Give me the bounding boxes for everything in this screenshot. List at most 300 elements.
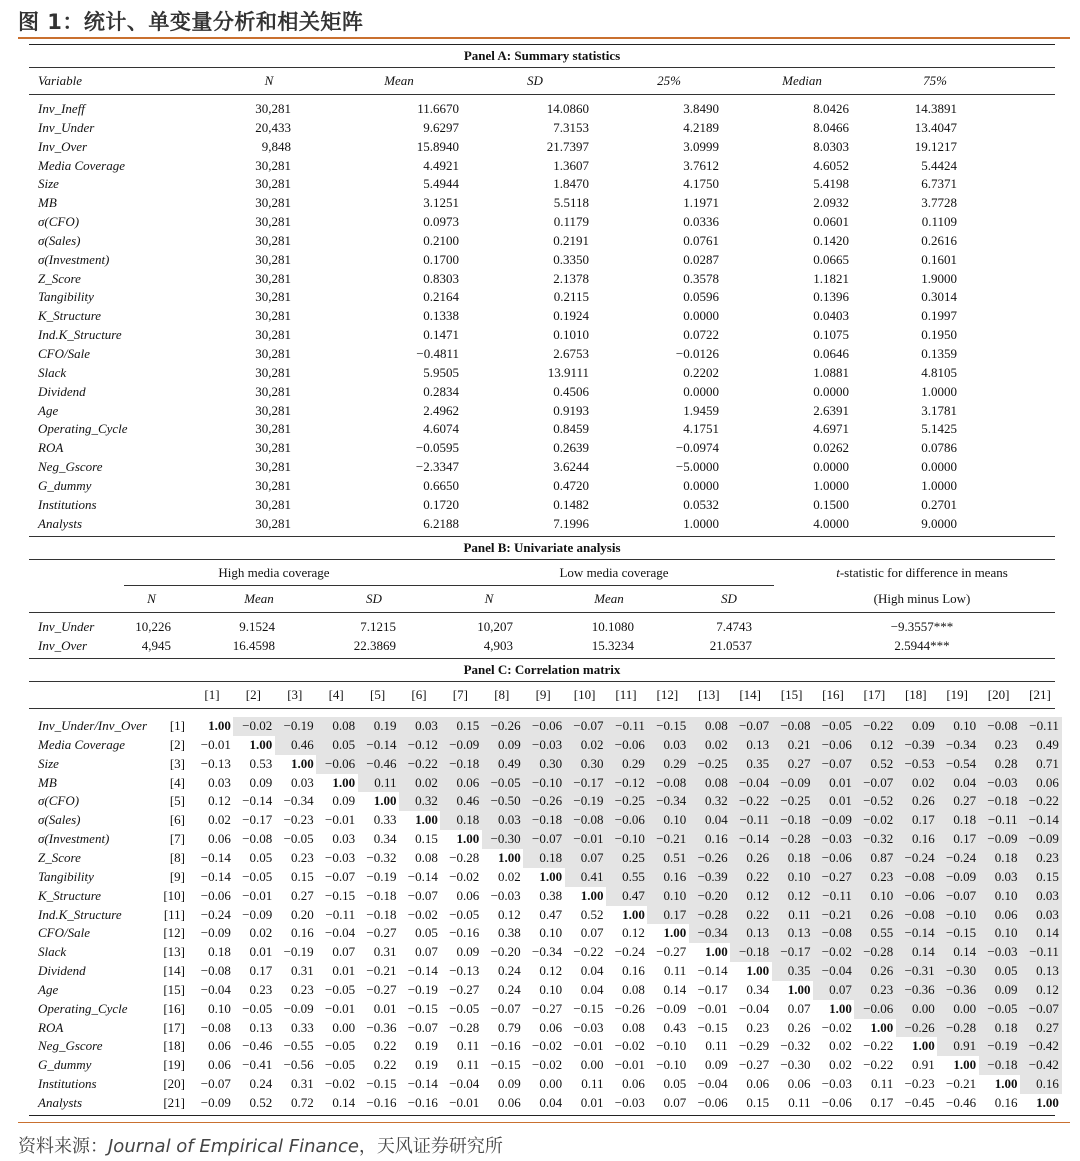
- panel-a-col-header: Variable: [38, 73, 83, 88]
- stat-value: 30,281: [255, 214, 291, 230]
- corr-cell: −0.07: [200, 1076, 231, 1092]
- corr-cell: −0.06: [896, 887, 938, 906]
- corr-cell: −0.04: [324, 925, 356, 941]
- corr-cell: −0.01: [565, 830, 607, 849]
- tables-frame: [29, 44, 1059, 1116]
- corr-cell: −0.28: [937, 1019, 979, 1038]
- table-row: [29, 496, 1055, 515]
- panel-c-title: Panel C: Correlation matrix: [463, 662, 621, 678]
- corr-cell: −0.05: [324, 981, 356, 997]
- corr-col-header: [10]: [573, 687, 596, 703]
- corr-cell: 0.01: [813, 792, 855, 811]
- corr-cell: 0.03: [1020, 887, 1062, 906]
- variable-name: Age: [38, 402, 59, 418]
- variable-name: Inv_Under: [38, 119, 95, 135]
- corr-cell: −0.07: [490, 1000, 521, 1016]
- stat-value: 0.3014: [921, 289, 957, 305]
- corr-cell: 0.26: [787, 1019, 811, 1035]
- corr-cell: 0.12: [208, 793, 231, 809]
- stat-value: 3.8490: [683, 101, 719, 116]
- stat-value: 14.0860: [546, 101, 589, 116]
- stat-value: 13.4047: [914, 119, 957, 135]
- corr-cell: −0.15: [490, 1057, 521, 1073]
- corr-cell: −0.14: [242, 793, 273, 809]
- stat-value: 0.1179: [553, 214, 589, 230]
- corr-col-header: [17]: [863, 687, 886, 703]
- corr-cell: −0.42: [1020, 1056, 1062, 1075]
- corr-cell: −0.25: [772, 792, 814, 811]
- corr-cell: 0.19: [358, 717, 400, 736]
- table-row: [29, 345, 1055, 364]
- stat-value: 4.2189: [683, 119, 719, 135]
- stat-value: 1.1971: [683, 195, 719, 211]
- corr-cell: 0.18: [523, 849, 565, 868]
- panel-b-col-header: SD: [366, 591, 382, 607]
- corr-cell: −0.08: [200, 1019, 231, 1035]
- stat-value: 3.7728: [921, 195, 957, 211]
- stat-value: 7.4743: [716, 619, 752, 635]
- corr-cell: 0.06: [456, 887, 480, 903]
- corr-cell: 0.16: [896, 830, 938, 849]
- corr-cell: −0.20: [490, 944, 521, 960]
- stat-value: 0.2164: [423, 289, 459, 305]
- corr-cell: 0.16: [290, 925, 314, 941]
- corr-cell: −0.13: [200, 755, 231, 771]
- stat-value: 1.0000: [683, 515, 719, 531]
- corr-cell: 0.14: [663, 981, 687, 997]
- corr-cell: 0.08: [689, 774, 731, 793]
- corr-cell: −0.06: [606, 811, 648, 830]
- table-row: [29, 138, 1055, 157]
- corr-cell: 0.10: [979, 887, 1021, 906]
- corr-cell: −0.15: [573, 1000, 604, 1016]
- table-row: [29, 420, 1055, 439]
- corr-cell: −0.06: [813, 736, 855, 755]
- stat-value: 4.6052: [813, 157, 849, 173]
- table-row: [29, 119, 1055, 138]
- corr-cell: 0.18: [979, 1019, 1021, 1038]
- corr-cell: −0.03: [490, 887, 521, 903]
- corr-cell: −0.06: [523, 717, 565, 736]
- corr-cell: 0.16: [994, 1094, 1018, 1110]
- corr-cell: 0.01: [332, 963, 356, 979]
- stat-value: 4.6074: [423, 421, 459, 437]
- corr-col-header: [2]: [245, 687, 261, 703]
- corr-cell: −0.26: [614, 1000, 645, 1016]
- table-row: [29, 736, 1059, 755]
- corr-cell: −0.01: [242, 887, 273, 903]
- footer-rule: [18, 1122, 1070, 1123]
- stat-value: 0.1950: [921, 327, 957, 343]
- corr-cell: 0.06: [746, 1076, 770, 1092]
- corr-diagonal: 1.00: [622, 906, 645, 922]
- panel-a-col-header: SD: [527, 73, 543, 88]
- corr-cell: 0.12: [622, 925, 645, 941]
- table-row: [29, 213, 1055, 232]
- corr-cell: 0.24: [497, 981, 521, 997]
- corr-cell: 0.53: [249, 755, 273, 771]
- stat-value: 30,281: [255, 383, 291, 399]
- corr-cell: 0.03: [208, 774, 231, 790]
- corr-cell: −0.34: [283, 793, 314, 809]
- corr-cell: 0.10: [979, 924, 1021, 943]
- variable-name: Age: [38, 981, 59, 997]
- variable-name: Analysts: [38, 1094, 83, 1110]
- corr-diagonal: 1.00: [1036, 1094, 1059, 1110]
- corr-cell: 0.26: [730, 849, 772, 868]
- stat-value: 0.1601: [921, 251, 957, 267]
- variable-name: Slack: [38, 364, 67, 380]
- table-row: [29, 906, 1059, 925]
- stat-value: 1.1821: [813, 270, 849, 286]
- corr-cell: 0.27: [1020, 1019, 1062, 1038]
- corr-cell: 0.09: [249, 774, 273, 790]
- corr-cell: 0.08: [689, 717, 731, 736]
- corr-cell: 0.47: [606, 887, 648, 906]
- t-stat-sub: (High minus Low): [873, 591, 971, 607]
- corr-cell: 0.01: [373, 1000, 397, 1016]
- panel-a-col-header: 75%: [923, 73, 947, 88]
- corr-cell: −0.54: [937, 755, 979, 774]
- stat-value: 0.4720: [553, 477, 589, 493]
- corr-cell: −0.27: [813, 868, 855, 887]
- panel-b-col-header: Mean: [244, 591, 274, 607]
- corr-cell: 0.47: [539, 906, 563, 922]
- stat-value: 0.2115: [553, 289, 589, 305]
- corr-cell: −0.02: [531, 1038, 563, 1054]
- row-index: [15]: [163, 981, 185, 997]
- corr-cell: −0.45: [904, 1094, 935, 1110]
- stat-value: 30,281: [255, 327, 291, 343]
- variable-name: Dividend: [38, 383, 86, 399]
- stat-value: 0.1010: [553, 327, 589, 343]
- corr-cell: −0.03: [979, 774, 1021, 793]
- corr-diagonal: 1.00: [829, 1000, 852, 1016]
- stat-value: 0.3350: [553, 251, 589, 267]
- stat-value: 9,848: [261, 138, 291, 154]
- stat-value: 30,281: [255, 364, 291, 380]
- corr-cell: −0.55: [283, 1038, 314, 1054]
- corr-cell: −0.07: [565, 717, 607, 736]
- t-stat-label: t-statistic for difference in means: [836, 565, 1008, 581]
- panel-b-col-header: N: [484, 591, 494, 607]
- corr-diagonal: 1.00: [332, 774, 356, 790]
- stat-value: 2.4962: [423, 402, 459, 418]
- panel-a-col-header: 25%: [657, 73, 681, 88]
- table-row: [29, 830, 1059, 849]
- corr-cell: −0.34: [531, 944, 563, 960]
- stat-value: 0.1338: [423, 308, 459, 324]
- table-row: [29, 774, 1059, 793]
- row-index: [9]: [169, 868, 185, 884]
- table-row: [29, 1075, 1059, 1094]
- corr-cell: −0.06: [200, 887, 231, 903]
- variable-name: CFO/Sale: [38, 925, 90, 941]
- corr-cell: −0.10: [656, 1038, 687, 1054]
- corr-cell: −0.08: [200, 963, 231, 979]
- corr-cell: −0.19: [407, 981, 438, 997]
- group-low-label: Low media coverage: [559, 565, 669, 581]
- table-row: [29, 755, 1059, 774]
- stat-value: 0.0000: [683, 477, 719, 493]
- corr-cell: −0.03: [821, 1076, 852, 1092]
- corr-cell: −0.04: [200, 981, 231, 997]
- corr-cell: −0.01: [324, 812, 356, 828]
- stat-value: 0.8303: [423, 270, 459, 286]
- panel-c-bottom-rule: [29, 1115, 1055, 1116]
- source-note: 资料来源：Journal of Empirical Finance，天风证券研究所: [18, 1136, 503, 1157]
- variable-name: Size: [38, 755, 59, 771]
- variable-name: Dividend: [38, 963, 86, 979]
- table-row: [29, 962, 1059, 981]
- table-row: [29, 1094, 1059, 1113]
- corr-cell: 0.10: [647, 887, 689, 906]
- corr-cell: 0.25: [606, 849, 648, 868]
- corr-cell: −0.14: [358, 736, 400, 755]
- corr-col-header: [12]: [656, 687, 679, 703]
- corr-cell: −0.09: [772, 774, 814, 793]
- corr-cell: 0.31: [373, 944, 397, 960]
- corr-cell: −0.46: [358, 755, 400, 774]
- corr-cell: 0.09: [456, 944, 480, 960]
- corr-cell: 0.22: [730, 868, 772, 887]
- corr-cell: 0.17: [937, 830, 979, 849]
- corr-cell: −0.09: [440, 736, 482, 755]
- corr-cell: −0.21: [945, 1076, 977, 1092]
- corr-cell: −0.02: [233, 717, 275, 736]
- corr-cell: 0.01: [580, 1094, 604, 1110]
- corr-cell: 0.03: [979, 868, 1021, 887]
- corr-cell: 0.04: [539, 1094, 563, 1110]
- corr-cell: −0.09: [283, 1000, 314, 1016]
- stat-value: 5.5118: [553, 195, 589, 211]
- stat-value: 6.7371: [921, 176, 957, 192]
- corr-cell: 0.14: [1020, 924, 1062, 943]
- figure-title: 图 1：统计、单变量分析和相关矩阵: [18, 10, 364, 34]
- corr-cell: 0.27: [937, 792, 979, 811]
- table-row: [29, 458, 1055, 477]
- corr-cell: 0.55: [854, 924, 896, 943]
- corr-cell: 0.07: [332, 944, 356, 960]
- table-row: [29, 868, 1059, 887]
- variable-name: Analysts: [38, 515, 83, 531]
- corr-cell: 0.29: [606, 755, 648, 774]
- variable-name: Tangibility: [38, 868, 94, 884]
- stat-value: 0.0000: [813, 383, 849, 399]
- variable-name: MB: [38, 774, 57, 790]
- table-row: [29, 270, 1055, 289]
- corr-cell: −0.28: [449, 850, 480, 865]
- stat-value: 0.1997: [921, 308, 957, 324]
- corr-cell: −0.02: [324, 1076, 356, 1092]
- table-row: [29, 637, 1055, 656]
- corr-cell: −0.16: [490, 1038, 521, 1054]
- stat-value: 2.1378: [553, 270, 589, 286]
- corr-cell: −0.19: [283, 944, 314, 960]
- variable-name: Inv_Over: [38, 638, 88, 654]
- corr-cell: 0.10: [937, 717, 979, 736]
- row-index: [21]: [163, 1094, 185, 1110]
- corr-cell: 0.00: [896, 1000, 938, 1019]
- corr-cell: −0.01: [614, 1057, 645, 1073]
- stat-value: 0.0596: [683, 289, 719, 305]
- row-index: [19]: [163, 1057, 185, 1073]
- stat-value: 0.0786: [921, 440, 957, 456]
- corr-cell: 0.31: [290, 963, 314, 979]
- corr-cell: 0.03: [332, 831, 356, 847]
- corr-cell: −0.07: [324, 868, 356, 884]
- corr-cell: 0.79: [497, 1019, 521, 1035]
- variable-name: K_Structure: [38, 887, 102, 903]
- corr-cell: 0.23: [290, 850, 314, 865]
- corr-col-header: [6]: [411, 687, 427, 703]
- corr-cell: −0.06: [316, 755, 358, 774]
- corr-cell: 0.23: [1020, 849, 1062, 868]
- corr-cell: 0.11: [772, 906, 814, 925]
- stat-value: 1.8470: [553, 176, 589, 192]
- variable-name: Institutions: [38, 1076, 97, 1092]
- stat-value: 10.1080: [591, 619, 634, 635]
- corr-cell: −0.27: [531, 1000, 563, 1016]
- variable-name: Ind.K_Structure: [38, 327, 122, 343]
- corr-cell: −0.21: [813, 906, 855, 925]
- stat-value: 30,281: [255, 195, 291, 211]
- corr-cell: 0.13: [1020, 962, 1062, 981]
- corr-diagonal: 1.00: [415, 812, 438, 828]
- table-row: [29, 326, 1055, 345]
- corr-col-header: [4]: [328, 687, 344, 703]
- corr-cell: 0.10: [772, 868, 814, 887]
- panel-c-header-row: [29, 682, 1055, 708]
- stat-value: 9.0000: [921, 515, 957, 531]
- corr-cell: 0.71: [1020, 755, 1062, 774]
- corr-col-header: [19]: [946, 687, 969, 703]
- corr-cell: 0.18: [937, 811, 979, 830]
- variable-name: Operating_Cycle: [38, 1000, 128, 1016]
- corr-cell: −0.26: [482, 717, 524, 736]
- stat-value: 0.9193: [553, 402, 589, 418]
- variable-name: Media Coverage: [38, 736, 126, 752]
- stat-value: −0.0126: [675, 345, 719, 361]
- row-index: [4]: [169, 774, 185, 790]
- corr-cell: 0.23: [854, 868, 896, 887]
- variable-name: Neg_Gscore: [38, 459, 103, 475]
- corr-cell: 0.05: [979, 962, 1021, 981]
- corr-cell: 0.32: [399, 792, 441, 811]
- corr-cell: −0.11: [606, 717, 648, 736]
- variable-name: σ(Investment): [38, 831, 110, 847]
- stat-value: 15.3234: [591, 638, 634, 654]
- corr-cell: −0.31: [896, 962, 938, 981]
- corr-cell: 0.10: [647, 811, 689, 830]
- corr-cell: 0.27: [772, 755, 814, 774]
- corr-cell: 0.10: [854, 887, 896, 906]
- stat-value: 30,281: [255, 308, 291, 324]
- corr-diagonal: 1.00: [911, 1038, 935, 1054]
- variable-name: Size: [38, 176, 59, 192]
- stat-value: 0.0722: [683, 327, 719, 343]
- corr-col-header: [18]: [904, 687, 927, 703]
- corr-cell: −0.26: [523, 792, 565, 811]
- stat-value: 6.2188: [423, 515, 459, 531]
- corr-cell: 0.38: [539, 887, 563, 903]
- corr-cell: −0.10: [656, 1057, 687, 1073]
- table-row: [29, 175, 1055, 194]
- corr-diagonal: 1.00: [580, 887, 604, 903]
- stat-value: 5.4424: [921, 157, 957, 173]
- corr-cell: 0.16: [647, 868, 689, 887]
- corr-cell: 0.19: [415, 1057, 438, 1073]
- stat-value: 10,226: [135, 619, 171, 635]
- corr-cell: −0.24: [200, 906, 231, 922]
- corr-diagonal: 1.00: [870, 1019, 894, 1035]
- corr-cell: −0.02: [531, 1057, 563, 1073]
- stat-value: 1.0881: [813, 364, 849, 380]
- corr-diagonal: 1.00: [704, 944, 728, 960]
- corr-cell: −0.34: [689, 924, 731, 943]
- stat-value: 8.0303: [813, 138, 849, 154]
- stat-value: 0.0000: [921, 459, 957, 475]
- corr-cell: −0.07: [1020, 1000, 1062, 1019]
- corr-cell: 0.12: [772, 887, 814, 906]
- corr-cell: −0.22: [863, 1057, 894, 1073]
- corr-cell: −0.36: [896, 981, 938, 1000]
- corr-cell: −0.16: [366, 1094, 397, 1110]
- corr-cell: −0.52: [854, 792, 896, 811]
- stat-value: 4.4921: [423, 157, 459, 173]
- corr-cell: −0.16: [407, 1094, 438, 1110]
- stat-value: 8.0426: [813, 101, 849, 116]
- variable-name: σ(CFO): [38, 793, 80, 809]
- stat-value: 21.0537: [709, 638, 752, 654]
- corr-cell: 0.04: [689, 811, 731, 830]
- corr-cell: 0.08: [622, 981, 645, 997]
- stat-value: 0.0000: [683, 308, 719, 324]
- stat-value: 4.1750: [683, 176, 719, 192]
- corr-cell: −0.14: [407, 1076, 438, 1092]
- corr-col-header: [21]: [1029, 687, 1051, 703]
- stat-value: 30,281: [255, 515, 291, 531]
- corr-cell: −0.11: [730, 811, 772, 830]
- variable-name: Z_Score: [38, 270, 81, 286]
- corr-cell: −0.24: [614, 944, 645, 960]
- corr-cell: 0.18: [772, 849, 814, 868]
- corr-cell: 0.12: [1020, 981, 1062, 1000]
- corr-cell: −0.22: [854, 717, 896, 736]
- corr-cell: 0.17: [896, 811, 938, 830]
- corr-cell: −0.25: [606, 792, 648, 811]
- stat-value: 30,281: [255, 289, 291, 305]
- variable-name: σ(CFO): [38, 214, 80, 230]
- corr-cell: −0.04: [813, 962, 855, 981]
- corr-cell: −0.04: [697, 1076, 728, 1092]
- corr-cell: −0.03: [523, 736, 565, 755]
- table-row: [29, 981, 1059, 1000]
- corr-cell: −0.53: [896, 755, 938, 774]
- corr-cell: 0.09: [497, 1076, 521, 1092]
- corr-cell: 0.33: [290, 1019, 314, 1035]
- panel-b-group-row: [29, 560, 1055, 586]
- corr-cell: 0.03: [647, 736, 689, 755]
- corr-cell: 0.11: [457, 1057, 480, 1073]
- row-index: [8]: [169, 850, 185, 865]
- corr-cell: −0.41: [242, 1057, 273, 1073]
- corr-cell: −0.05: [449, 906, 480, 922]
- corr-cell: −0.22: [730, 792, 772, 811]
- corr-cell: 0.13: [730, 736, 772, 755]
- stat-value: 1.0000: [921, 477, 957, 493]
- panel-b-col-header: SD: [721, 591, 737, 607]
